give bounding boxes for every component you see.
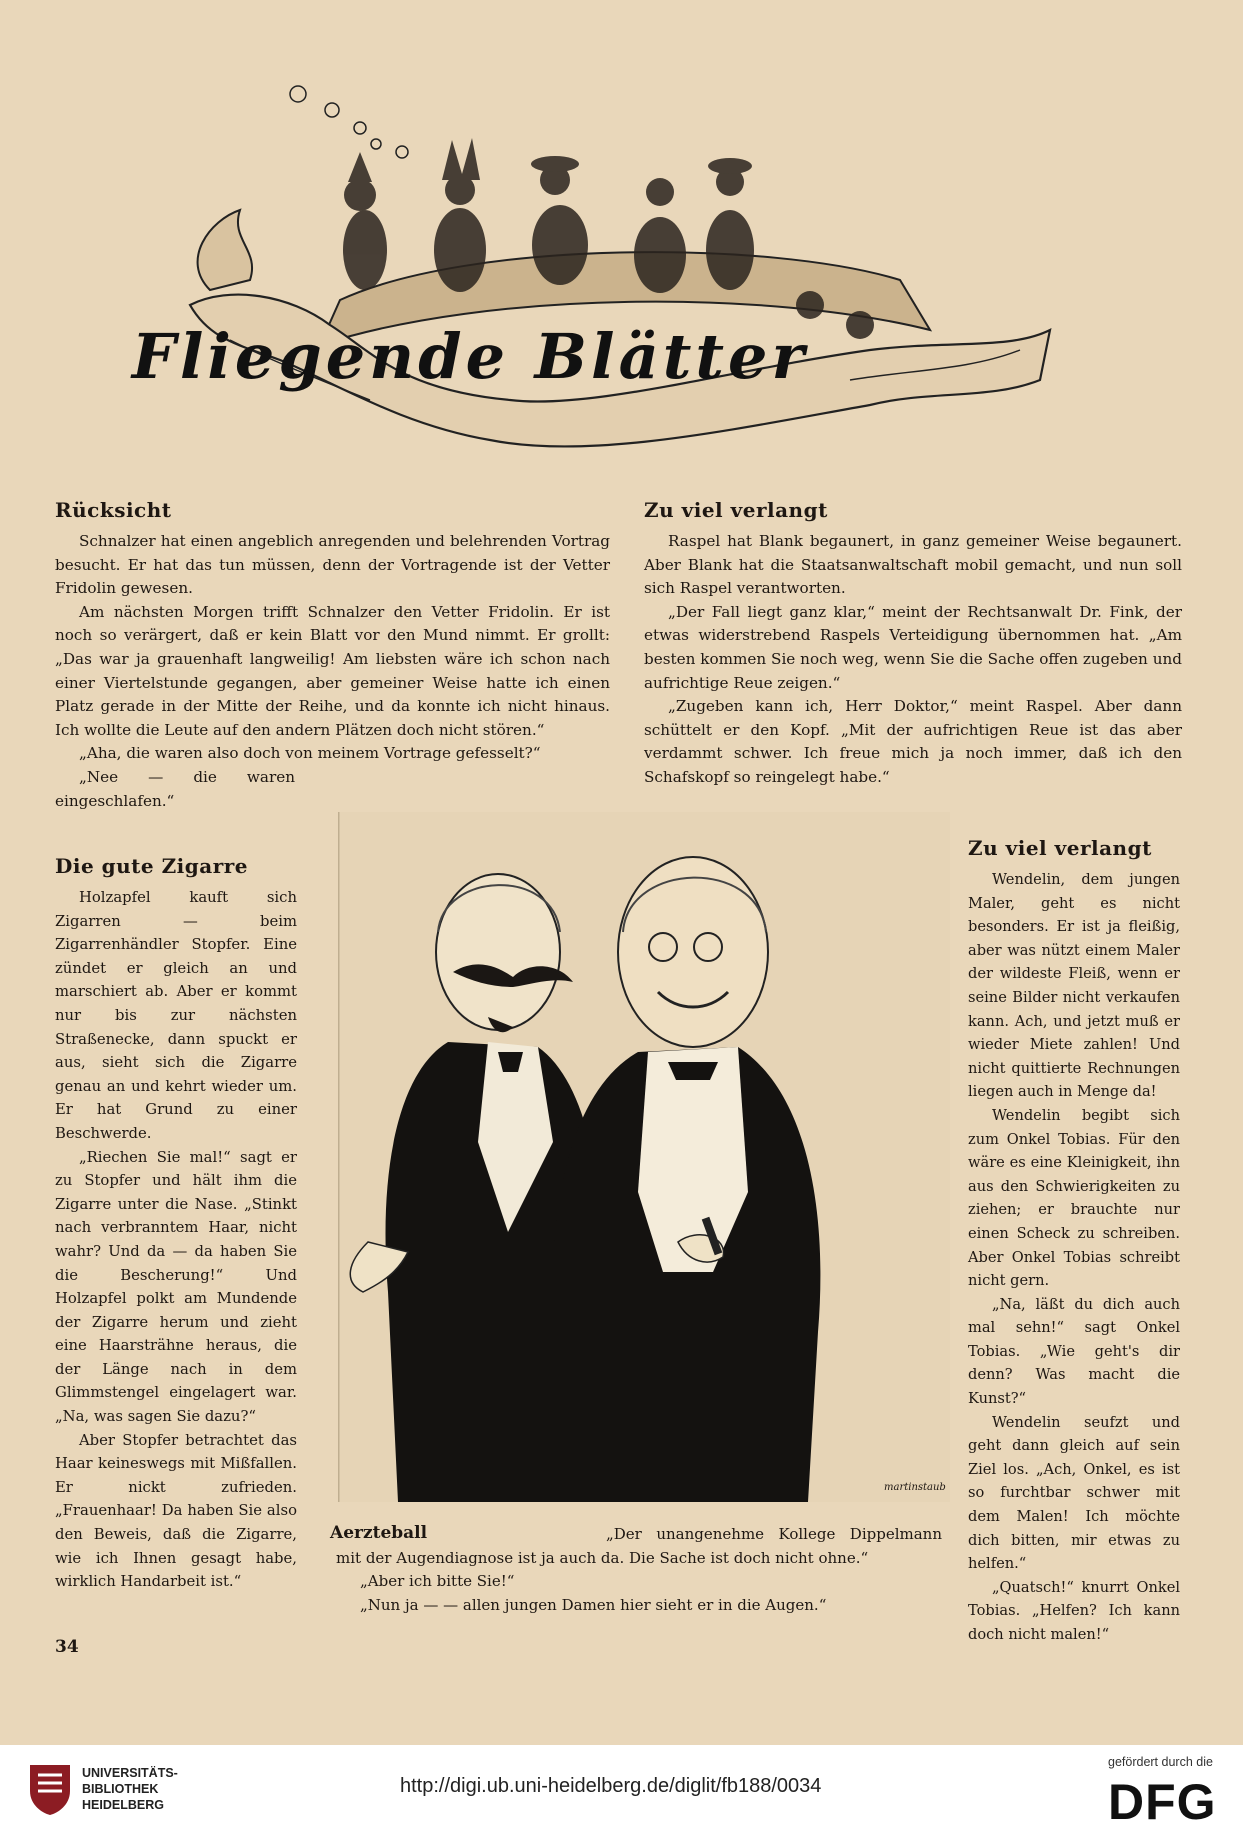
funding-note: gefördert durch die (1108, 1755, 1213, 1769)
caption-line: „Aber ich bitte Sie!“ (360, 1572, 515, 1591)
masthead-illustration (170, 80, 1070, 460)
paragraph: „Der Fall liegt ganz klar,“ meint der Rechtsanwalt Dr. Fink, der etwas widerstrebend Raspels Verteidigung übernommen hat. „Am besten kommen Sie noch weg, wenn Sie die Sache offen zugeben und aufrichtige Reue zeigen.“ (644, 602, 1182, 692)
article-title-ruecksicht: Rücksicht (55, 498, 172, 522)
institution-line: BIBLIOTHEK (82, 1782, 159, 1796)
caption (336, 1523, 942, 1617)
university-seal-icon (28, 1761, 72, 1817)
footer-bar (0, 1745, 1243, 1834)
page-number: 34 (55, 1637, 79, 1657)
caption-line: „Nun ja — — allen jungen Damen hier sieht er in die Augen.“ (360, 1595, 827, 1614)
artist-signature: martinstaub (884, 1482, 946, 1493)
source-url-link[interactable]: http://digi.ub.uni-heidelberg.de/diglit/fb188/0034 (400, 1775, 822, 1797)
paragraph: Wendelin, dem jungen Maler, geht es nicht besonders. Er ist ja fleißig, aber was nützt einem Maler der wildeste Fleiß, wenn er seine Bilder nicht verkaufen kann. Ach, und jetzt muß er wieder Miete zahlen! Und nicht quittierte Rechnungen liegen auch in Menge da! (968, 871, 1180, 1101)
article-title-zu-viel-verlangt-1: Zu viel verlangt (644, 498, 828, 522)
paragraph: Schnalzer hat einen angeblich anregenden und belehrenden Vortrag besucht. Er hat das tun müssen, denn der Vortragende ist der Vetter Fridolin gewesen. (55, 532, 610, 598)
institution-line: HEIDELBERG (82, 1798, 164, 1812)
paragraph: „Zugeben kann ich, Herr Doktor,“ meint Raspel. Aber dann schüttelt er den Kopf. „Mit der aufrichtigen Reue ist das aber verdammt schwer. Ich freue mich ja noch immer, daß ich den Schafskopf so reingelegt habe.“ (644, 697, 1182, 786)
paragraph: „Aha, die waren also doch von meinem Vortrage gefesselt?“ (79, 744, 541, 763)
article-body-ruecksicht (55, 530, 610, 813)
paragraph: Holzapfel kauft sich Zigarren — beim Zigarrenhändler Stopfer. Eine zündet er gleich an und marschiert ab. Aber er kommt nur bis zur nächsten Straßenecke, dann spuckt er aus, sieht sich die Zigarre genau an und kehrt wieder um. Er hat Grund zu einer Beschwerde. (55, 889, 297, 1142)
article-title-zu-viel-verlangt-2: Zu viel verlangt (968, 836, 1152, 860)
article-title-die-gute-zigarre: Die gute Zigarre (55, 854, 249, 878)
masthead-title: Fliegende Blätter (131, 320, 809, 393)
article-body-die-gute-zigarre (55, 886, 297, 1594)
paragraph: „Quatsch!“ knurrt Onkel Tobias. „Helfen? Ich kann doch nicht malen!“ (968, 1578, 1180, 1643)
paragraph: „Riechen Sie mal!“ sagt er zu Stopfer und hält ihm die Zigarre unter die Nase. „Stinkt nach verbranntem Haar, nicht wahr? Und da — da haben Sie die Bescherung!“ Und Holzapfel polkt am Mundende der Zigarre herum und zieht eine Haarsträhne heraus, die der Länge nach in dem Glimmstengel eingelagert war. „Na, was sagen Sie dazu?“ (55, 1148, 297, 1426)
article-body-zu-viel-verlangt-1 (644, 530, 1182, 790)
caption-line: „Der unangenehme Kollege Dippelmann mit der Augendiagnose ist ja auch da. Die Sache ist doch nicht ohne.“ (336, 1525, 942, 1567)
paragraph: „Na, läßt du dich auch mal sehn!“ sagt Onkel Tobias. „Wie geht's dir denn? Was macht die Kunst?“ (968, 1295, 1180, 1408)
dfg-logo: DFG (1108, 1774, 1217, 1830)
paragraph: „Nee — die waren eingeschlafen.“ (55, 767, 295, 810)
paragraph: Wendelin begibt sich zum Onkel Tobias. Für den wäre es eine Kleinigkeit, ihn aus den Schwierigkeiten zu ziehen; er brauchte nur einen Scheck zu schreiben. Aber Onkel Tobias schreibt nicht gern. (968, 1106, 1180, 1290)
article-body-zu-viel-verlangt-2 (968, 868, 1180, 1647)
paragraph: Aber Stopfer betrachtet das Haar keineswegs mit Mißfallen. Er nickt zufrieden. „Frauenhaar! Da haben Sie also den Beweis, daß die Zigarre, wie ich Ihnen gesagt habe, wirklich Handarbeit ist.“ (55, 1431, 297, 1591)
paragraph: Wendelin seufzt und geht dann gleich auf sein Ziel los. „Ach, Onkel, es ist so furchtbar schwer mit dem Malen! Ich möchte dich bitten, mir etwas zu helfen.“ (968, 1413, 1180, 1573)
cartoon-illustration (338, 812, 950, 1502)
paragraph: Am nächsten Morgen trifft Schnalzer den Vetter Fridolin. Er ist noch so verärgert, daß er kein Blatt vor den Mund nimmt. Er grollt: „Das war ja grauenhaft langweilig! Am liebsten wäre ich schon nach einer Viertelstunde gegangen, aber gemeiner Weise hatte ich einen Platz gerade in der Mitte der Reihe, und da konnte ich nicht hinaus. Ich wollte die Leute auf den andern Plätzen doch nicht stören.“ (55, 602, 610, 739)
caption-title: Aerzteball (330, 1523, 428, 1543)
institution-name (82, 1765, 178, 1813)
institution-line: UNIVERSITÄTS- (82, 1766, 178, 1780)
paragraph: Raspel hat Blank begaunert, in ganz gemeiner Weise begaunert. Aber Blank hat die Staatsanwaltschaft mobil gemacht, und nun soll sich Raspel verantworten. (644, 532, 1182, 598)
